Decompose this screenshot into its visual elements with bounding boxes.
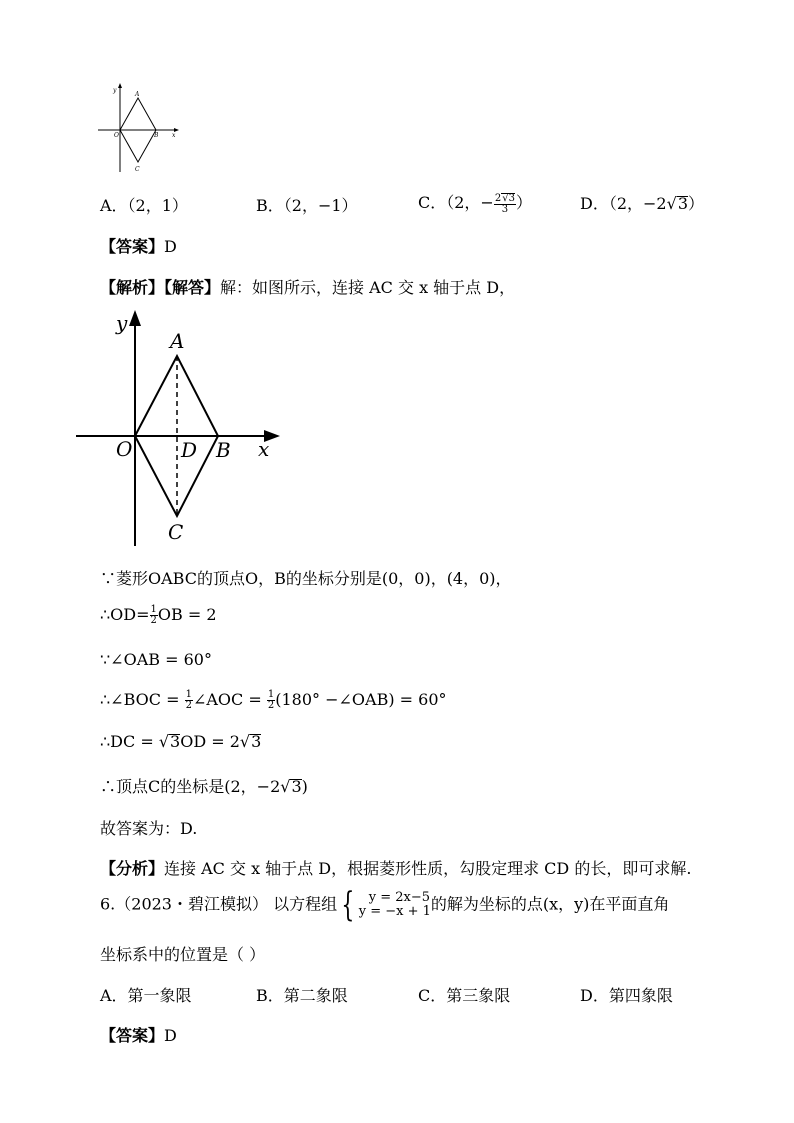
analysis-label: 【解析】【解答】 <box>100 278 221 297</box>
label-y: y <box>116 311 128 335</box>
label-d: D <box>181 438 198 462</box>
step-4-b: ∠AOC = <box>192 690 267 709</box>
step-2-fraction <box>150 605 158 626</box>
q6-option-d: D．第四象限 <box>580 986 673 1005</box>
step-2-suffix: OB = 2 <box>157 605 217 624</box>
conclusion: 故答案为：D. <box>100 819 198 838</box>
q6-answer-label: 【答案】 <box>100 1026 165 1045</box>
step-3: ∵∠OAB = 60° <box>100 650 212 669</box>
step-5-radicand-1: 3 <box>170 732 181 751</box>
label-a: A <box>170 329 185 353</box>
answer-value: D <box>164 237 177 256</box>
option-d-suffix: ） <box>688 194 705 213</box>
step-4-a: ∴∠BOC = <box>100 690 185 709</box>
question6-stem <box>100 885 670 925</box>
small-rhombus-figure <box>96 82 186 174</box>
step-5-radicand-2: 3 <box>251 732 262 751</box>
option-d: D．（2，−2√3） <box>580 194 705 213</box>
option-a: A．（2，1） <box>100 196 188 215</box>
option-d-prefix: D．（2，−2 <box>580 194 667 213</box>
step-6-radicand: 3 <box>291 777 302 796</box>
small-label-y: y <box>113 87 117 94</box>
rhombus-figure <box>70 308 290 553</box>
step-4-fraction-2 <box>267 690 275 711</box>
q6-option-a: A．第一象限 <box>100 986 192 1005</box>
step-6-b: ) <box>301 777 308 796</box>
analysis2-text: 连接 AC 交 x 轴于点 D，根据菱形性质，勾股定理求 CD 的长，即可求解. <box>164 859 692 878</box>
step-2 <box>100 605 217 626</box>
option-c-suffix: ） <box>515 193 532 212</box>
step-4-c: (180° −∠OAB) = 60° <box>275 690 447 709</box>
option-c-num-coef: 2 <box>494 192 502 204</box>
analysis2-label: 【分析】 <box>100 859 165 878</box>
label-o: O <box>116 437 133 461</box>
question6-stem-suffix: 的解为坐标的点(x，y)在平面直角 <box>430 894 670 914</box>
option-b: B．（2，−1） <box>256 196 358 215</box>
answer-label: 【答案】 <box>100 237 165 256</box>
step-6-a: ∴顶点C的坐标是(2，−2 <box>100 777 281 796</box>
equation-1: y = 2x−5 <box>368 890 430 905</box>
step-6: ∴顶点C的坐标是(2，−2√3) <box>100 777 308 796</box>
analysis-line <box>100 275 515 298</box>
label-c: C <box>168 520 184 544</box>
analysis2-line <box>100 856 691 879</box>
option-c <box>418 190 532 215</box>
step-5-b: OD = 2 <box>180 732 240 751</box>
step-4 <box>100 690 447 711</box>
q6-option-c: C．第三象限 <box>418 986 511 1005</box>
step-5: ∴DC = √3OD = 2√3 <box>100 732 262 751</box>
q6-answer-line <box>100 1023 177 1046</box>
step-4-den-1: 2 <box>185 700 192 711</box>
q6-option-b: B．第二象限 <box>256 986 348 1005</box>
step-1: ∵菱形OABC的顶点O，B的坐标分别是(0，0)，(4，0)， <box>100 569 512 588</box>
small-label-o: O <box>114 132 119 139</box>
small-label-c: C <box>135 166 140 173</box>
step-4-den-2: 2 <box>267 700 275 711</box>
label-b: B <box>216 438 231 462</box>
q6-answer-value: D <box>164 1026 177 1045</box>
step-2-den: 2 <box>150 615 157 626</box>
answer-line <box>100 234 177 257</box>
equation-2: y = −x + 1 <box>358 904 431 919</box>
step-2-num: 1 <box>150 604 157 615</box>
option-c-denominator: 3 <box>501 203 509 215</box>
small-label-a: A <box>135 91 140 98</box>
system-brace: { <box>341 885 355 925</box>
step-4-fraction-1 <box>185 690 193 711</box>
question6-stem-prefix: 6.（2023・碧江模拟） 以方程组 <box>100 894 338 914</box>
step-4-num-2: 1 <box>267 689 275 700</box>
step-2-prefix: ∴OD= <box>100 605 150 624</box>
equation-system <box>359 891 431 919</box>
analysis-intro: 解：如图所示，连接 AC 交 x 轴于点 D， <box>220 278 516 297</box>
small-label-x: x <box>172 132 176 139</box>
small-label-b: B <box>154 132 159 139</box>
option-c-num-radicand: 3 <box>508 192 515 204</box>
question6-stem-line2: 坐标系中的位置是（ ） <box>100 945 266 964</box>
option-c-fraction: $\frac{2√3}{3}$ <box>494 192 515 215</box>
option-d-radicand: 3 <box>677 194 688 213</box>
option-c-prefix: C．（2，− <box>418 193 494 212</box>
label-x: x <box>258 437 270 461</box>
step-5-a: ∴DC = <box>100 732 159 751</box>
step-4-num-1: 1 <box>185 689 192 700</box>
